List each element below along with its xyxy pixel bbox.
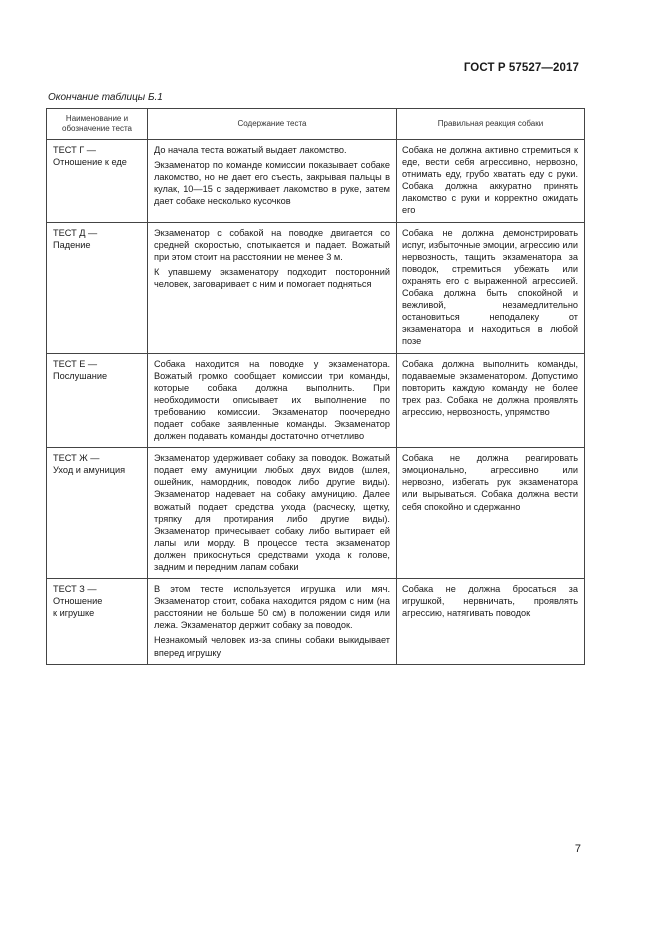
test-content-cell — [148, 353, 397, 448]
table-row — [47, 448, 585, 579]
column-header-name: Наименование и обозначение теста — [47, 109, 148, 140]
content-paragraph: В этом тесте используется игрушка или мяч. Экзаменатор стоит, собака находится рядом с ним (на расстоянии не больше 50 см) в положении сидя или лежа. Экзаменатор держит собаку за поводок. — [154, 584, 390, 631]
test-name-cell — [47, 448, 148, 579]
column-header-reaction: Правильная реакция собаки — [397, 109, 585, 140]
content-paragraph: Экзаменатор удерживает собаку за поводок. Вожатый подает ему амуниции любых двух видов (шлея, ошейник, намордник, поводок либо другие виды). Экзаменатор надевает на собаку амуницию. Далее вожатый подает средства ухода (расческу, щетку, тряпку для протирания либо другие виды). Экзаменатор причесывает собаку либо вытирает ей лапы или морду. В процессе теста экзаменатор должен прикоснуться средствами ухода к голове, задним и передним лапам собаки — [154, 453, 390, 572]
reaction-text: Собака не должна бросаться за игрушкой, нервничать, проявлять агрессию, натягивать поводок — [402, 584, 578, 619]
test-code: ТЕСТ Ж — — [53, 453, 100, 464]
test-reaction-cell — [397, 140, 585, 223]
reaction-text: Собака не должна демонстрировать испуг, избыточные эмоции, агрессию или нервозность, тащить экзаменатора за поводок, стремиться убежать или охранять его с выраженной агрессией. Собака должна быть спокойной и вежливой, незамедлительно остановиться неподалеку от экзаменатора и находиться в любой позе — [402, 227, 578, 347]
table-header-row — [47, 109, 585, 140]
reaction-text: Собака не должна реагировать эмоционально, агрессивно или нервозно, избегать рук экзаменатора или вырываться. Собака должна вести себя спокойно и сдержанно — [402, 453, 578, 512]
content-paragraph: До начала теста вожатый выдает лакомство. — [154, 145, 347, 155]
table-row — [47, 353, 585, 448]
test-name-cell — [47, 222, 148, 353]
table-row — [47, 222, 585, 353]
test-content-cell — [148, 222, 397, 353]
test-title-continued: к игрушке — [53, 608, 95, 619]
test-code: ТЕСТ Г — — [53, 145, 96, 155]
document-code: ГОСТ Р 57527—2017 — [463, 62, 579, 74]
table-row — [47, 140, 585, 223]
content-paragraph: Экзаменатор по команде комиссии показывает собаке лакомство, но не дает его съесть, закрывая пальцы в кулак, 10—15 с задерживает лакомство в руке, затем дает собаке несколько кусочков — [154, 160, 390, 207]
test-name-cell — [47, 140, 148, 223]
test-reaction-cell — [397, 579, 585, 665]
content-paragraph: Собака находится на поводке у экзаменатора. Вожатый громко сообщает комиссии три команды, которые собака должна выполнить. При необходимости описывает их выполнение по требованию комиссии. Экзаменатор поочередно подает собаке заявленные команды. Экзаменатор должен подавать команды достаточно отчетливо — [154, 358, 390, 442]
table-caption: Окончание таблицы Б.1 — [48, 92, 163, 103]
test-content-cell — [148, 579, 397, 665]
test-title: Отношение к еде — [53, 157, 127, 168]
test-code: ТЕСТ З — — [53, 584, 97, 595]
content-paragraph: К упавшему экзаменатору подходит посторонний человек, заговаривает с ним и помогает подняться — [154, 266, 390, 289]
reaction-text: Собака не должна активно стремиться к еде, вести себя агрессивно, нервозно, отнимать еду, грубо хватать еду с руки. Собака должна аккуратно принять лакомство с руки и корректно ожидать его — [402, 145, 578, 216]
test-name-cell — [47, 353, 148, 448]
test-title: Уход и амуниция — [53, 465, 126, 476]
page-number: 7 — [574, 843, 581, 855]
test-content-cell — [148, 448, 397, 579]
test-title: Отношение — [53, 596, 103, 607]
content-paragraph: Экзаменатор с собакой на поводке двигается со средней скоростью, спотыкается и падает. Вожатый при этом стоит на расстоянии не менее 3 м. — [154, 227, 390, 262]
test-name-cell — [47, 579, 148, 665]
reaction-text: Собака должна выполнить команды, подаваемые экзаменатором. Допустимо повторить каждую команду не более трех раз. Собака не должна проявлять агрессию, нервозность, упрямство — [402, 358, 578, 417]
test-code: ТЕСТ Д — — [53, 227, 98, 238]
test-title: Падение — [53, 239, 91, 250]
content-paragraph: Незнакомый человек из-за спины собаки выкидывает вперед игрушку — [154, 635, 390, 658]
test-reaction-cell — [397, 353, 585, 448]
test-code: ТЕСТ Е — — [53, 358, 98, 369]
column-header-content: Содержание теста — [148, 109, 397, 140]
test-table — [46, 108, 585, 665]
test-title: Послушание — [53, 370, 108, 381]
test-reaction-cell — [397, 222, 585, 353]
table-row — [47, 579, 585, 665]
test-content-cell — [148, 140, 397, 223]
test-reaction-cell — [397, 448, 585, 579]
